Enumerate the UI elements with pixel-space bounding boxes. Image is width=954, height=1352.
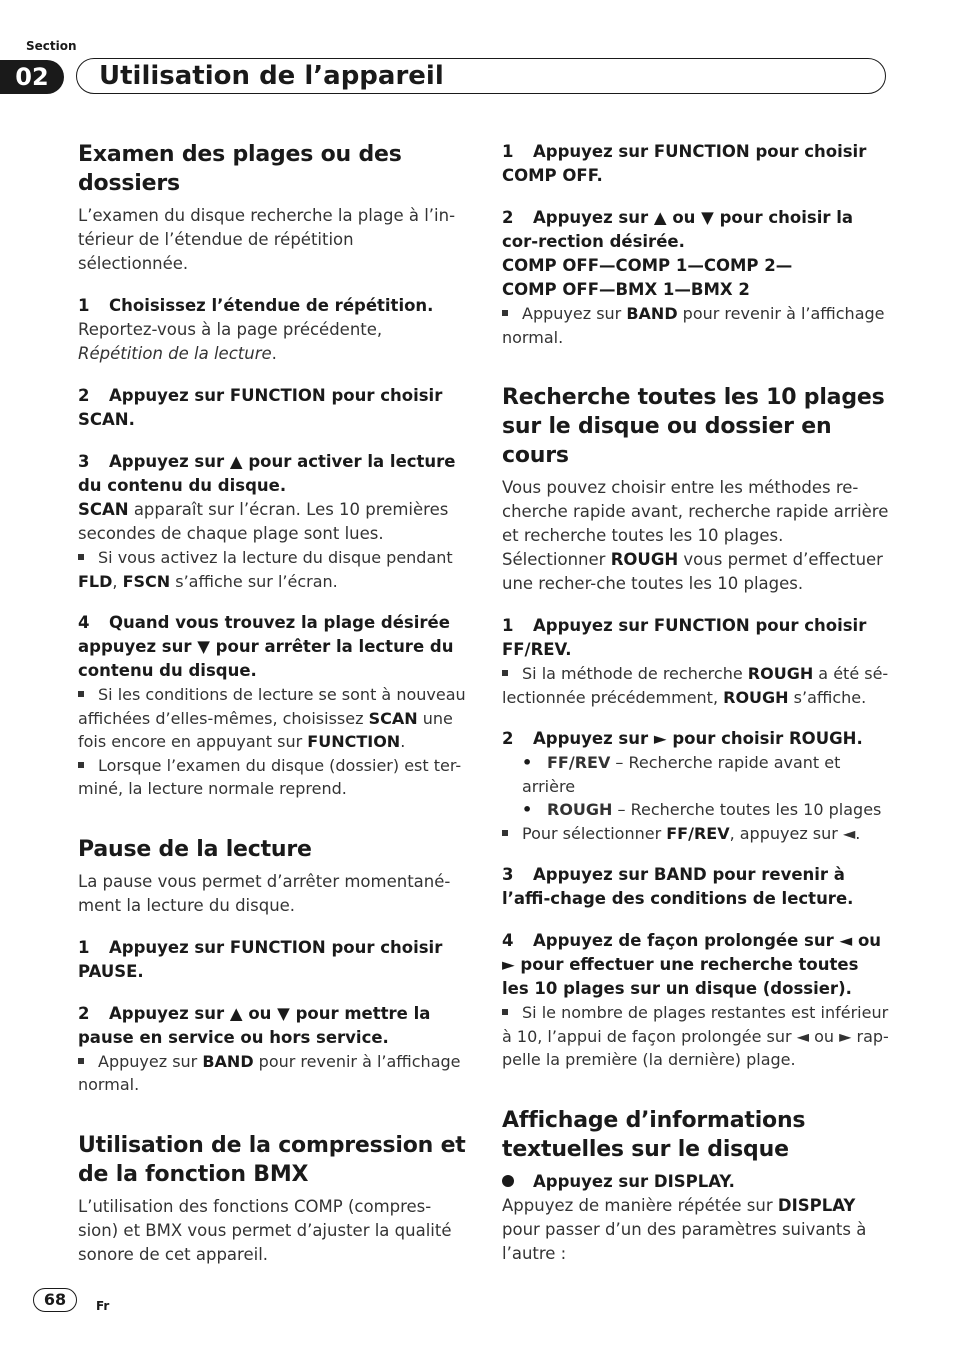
comp-step-1: 1 Appuyez sur FUNCTION pour choisir COMP OFF. [502, 142, 867, 185]
heading-pause: Pause de la lecture [78, 836, 312, 862]
section-number-badge: 02 [0, 60, 64, 94]
scan-intro: L’examen du disque recherche la plage à l’in-térieur de l’étendue de répétition sélectionnée. [78, 206, 456, 273]
heading-scan: Examen des plages ou des dossiers [78, 142, 402, 196]
section-title: Utilisation de l’appareil [76, 58, 886, 94]
scan-step-2: 2 Appuyez sur FUNCTION pour choisir SCAN. [78, 386, 443, 429]
scan-step-4-note-2: Lorsque l’examen du disque (dossier) est ter-miné, la lecture normale reprend. [78, 755, 462, 798]
pause-intro: La pause vous permet d’arrêter momentané-ment la lecture du disque. [78, 871, 451, 915]
square-bullet-icon [502, 310, 508, 316]
search-step-4-note: Si le nombre de plages restantes est inférieur à 10, l’appui de façon prolongée sur ◄ ou ► rap-pelle la première (la dernière) plage. [502, 1003, 889, 1069]
section-label: Section [26, 39, 77, 53]
search-step-1-note: Si la méthode de recherche ROUGH a été sé-lectionnée précédemment, ROUGH s’affiche. [502, 664, 889, 707]
comp-note: Appuyez sur BAND pour revenir à l’affichage normal. [502, 304, 885, 347]
square-bullet-icon [78, 691, 84, 697]
search-bullet-rough: • ROUGH – Recherche toutes les 10 plages [522, 800, 882, 819]
pause-step-1: 1 Appuyez sur FUNCTION pour choisir PAUSE. [78, 937, 443, 981]
language-code: Fr [96, 1299, 110, 1313]
page-number: 68 [33, 1288, 77, 1312]
pause-note: Appuyez sur BAND pour revenir à l’affichage normal. [78, 1051, 461, 1094]
search-step-1: 1 Appuyez sur FUNCTION pour choisir FF/REV. [502, 616, 867, 659]
comp-sequence-1: COMP OFF—COMP 1—COMP 2— [502, 256, 793, 275]
scan-step-4-note-1: Si les conditions de lecture se sont à nouveau affichées d’elles-mêmes, choisissez SCAN une fois encore en appuyant sur FUNCTION. [78, 685, 466, 751]
scan-step-4: 4 Quand vous trouvez la plage désirée appuyez sur ▼ pour arrêter la lecture du contenu du disque. [78, 613, 454, 680]
comp-step-2: 2 Appuyez sur ▲ ou ▼ pour choisir la cor-rection désirée. [502, 208, 854, 251]
left-column [78, 140, 466, 1267]
heading-comp: Utilisation de la compression et de la fonction BMX [78, 1132, 466, 1187]
square-bullet-icon [502, 830, 508, 836]
square-bullet-icon [78, 1058, 84, 1064]
square-bullet-icon [502, 1009, 508, 1015]
search-step-4: 4 Appuyez de façon prolongée sur ◄ ou ► pour effectuer une recherche toutes les 10 plages sur un disque (dossier). [502, 931, 882, 998]
pause-step-2: 2 Appuyez sur ▲ ou ▼ pour mettre la pause en service ou hors service. [78, 1003, 431, 1047]
scan-step-1: 1 Choisissez l’étendue de répétition. [78, 296, 434, 315]
search-step-2-note: Pour sélectionner FF/REV, appuyez sur ◄. [502, 822, 890, 846]
square-bullet-icon [78, 762, 84, 768]
square-bullet-icon [78, 554, 84, 560]
scan-step-3-note: Si vous activez la lecture du disque pendant FLD, FSCN s’affiche sur l’écran. [78, 548, 453, 591]
comp-sequence-2: COMP OFF—BMX 1—BMX 2 [502, 280, 750, 299]
search-step-3: 3 Appuyez sur BAND pour revenir à l’affi-chage des conditions de lecture. [502, 865, 854, 908]
search-step-2: 2 Appuyez sur ► pour choisir ROUGH. [502, 729, 863, 748]
search-bullet-ffrev: • FF/REV – Recherche rapide avant et arrière [522, 753, 841, 796]
display-step: Appuyez sur DISPLAY. [502, 1170, 890, 1194]
display-body: Appuyez de manière répétée sur DISPLAY pour passer d’un des paramètres suivants à l’autre : [502, 1195, 867, 1263]
search-intro: Vous pouvez choisir entre les méthodes re-cherche rapide avant, recherche rapide arrière et recherche toutes les 10 plages. Sélectionner ROUGH vous permet d’effectuer une recher-che toutes les 10 plages. [502, 478, 889, 593]
scan-step-3-body: SCAN apparaît sur l’écran. Les 10 premières secondes de chaque plage sont lues. [78, 500, 449, 543]
right-column [502, 140, 890, 1266]
heading-search: Recherche toutes les 10 plages sur le disque ou dossier en cours [502, 385, 885, 468]
filled-circle-bullet-icon [502, 1175, 514, 1187]
scan-step-3: 3 Appuyez sur ▲ pour activer la lecture du contenu du disque. [78, 452, 456, 495]
heading-display: Affichage d’informations textuelles sur le disque [502, 1107, 806, 1162]
scan-step-1-body: Reportez-vous à la page précédente, Répétition de la lecture. [78, 320, 383, 363]
comp-intro: L’utilisation des fonctions COMP (compres-sion) et BMX vous permet d’ajuster la qualité sonore de cet appareil. [78, 1196, 452, 1264]
square-bullet-icon [502, 670, 508, 676]
